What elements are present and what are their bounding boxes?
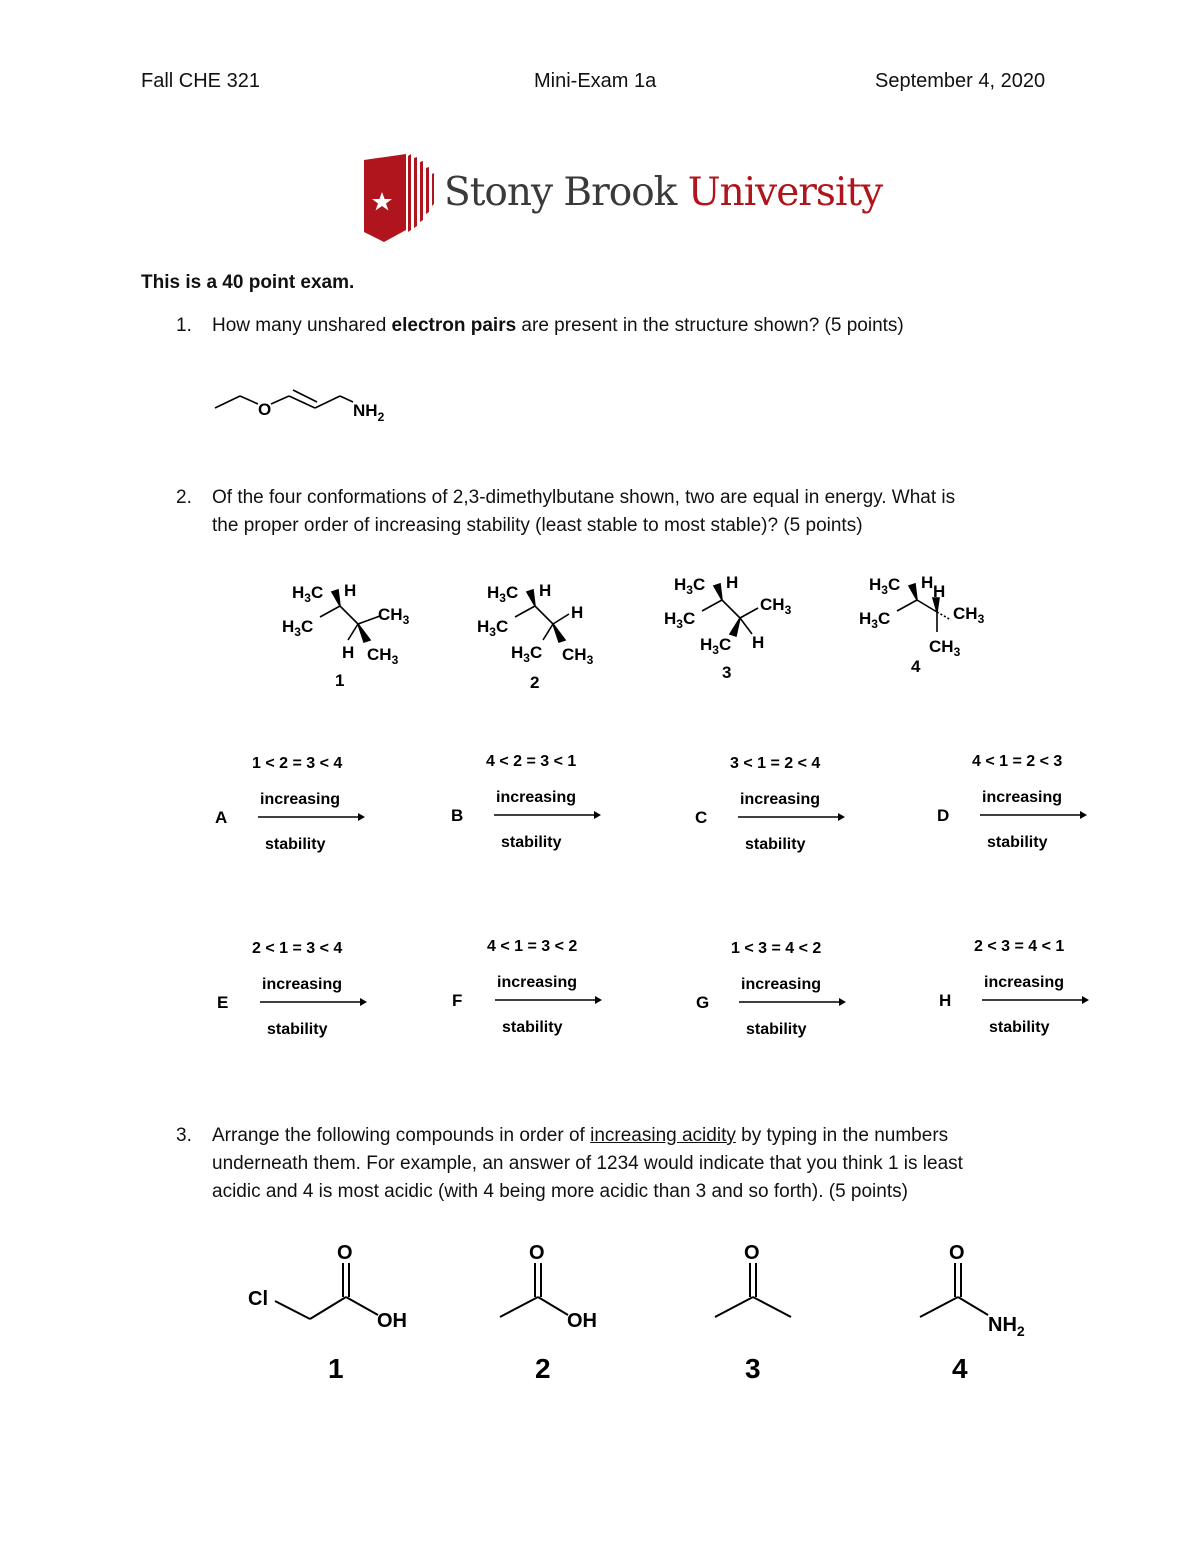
c4-right: [953, 604, 985, 626]
c3-bl-tail: C: [718, 635, 732, 654]
c2-l-tail: C: [495, 617, 509, 636]
option-H-top: increasing: [984, 974, 1065, 991]
c2-bottom-left: [511, 643, 542, 665]
option-F-top: increasing: [497, 974, 578, 991]
c4-tl-tail: C: [887, 575, 901, 594]
q3-line3: acidic and 4 is most acidic (with 4 being more acidic than 3 and so forth). (5 points): [212, 1181, 908, 1202]
c1-top-right: H: [344, 581, 357, 600]
c3-r-sub: 3: [784, 603, 792, 617]
option-D-top: increasing: [982, 789, 1063, 806]
c2-br-sub: 3: [586, 653, 594, 667]
q1-amine-label: NH: [353, 401, 378, 420]
c1-br: CH: [367, 645, 392, 664]
q3-text-post: by typing in the numbers: [735, 1125, 949, 1146]
c3-bl-sub: 3: [712, 643, 719, 657]
compound-1-oxygen: O: [337, 1242, 353, 1264]
option-E-order: 2 < 1 = 3 < 4: [252, 940, 343, 957]
option-H[interactable]: [939, 938, 1089, 1036]
c2-bl-sub: 3: [523, 651, 530, 665]
option-E[interactable]: [217, 940, 367, 1038]
option-A-arrowhead: [358, 813, 365, 821]
option-A-bottom: stability: [265, 836, 326, 853]
compound-1-number: 1: [328, 1353, 344, 1384]
q3-line2: underneath them. For example, an answer of 1234 would indicate that you think 1 is least: [212, 1153, 963, 1174]
conformer-1: [282, 581, 410, 690]
compound-4-oxygen: O: [949, 1242, 965, 1264]
c4-top-left: [869, 575, 900, 597]
university-name: [444, 170, 882, 215]
c4-l-sub: 3: [871, 617, 878, 631]
star-shield-icon: [362, 152, 434, 244]
c3-l-tail: C: [682, 609, 696, 628]
q3-compounds: [240, 1235, 1060, 1395]
option-F[interactable]: [452, 938, 602, 1036]
compound-1-chlorine: Cl: [248, 1288, 268, 1310]
c3-l-sub: 3: [676, 617, 683, 631]
c3-tl-sub: 3: [686, 583, 693, 597]
exam-intro: This is a 40 point exam.: [141, 272, 355, 293]
option-A-order: 1 < 2 = 3 < 4: [252, 755, 343, 772]
c1-right: [378, 605, 410, 627]
c4-b-sub: 3: [953, 645, 961, 659]
conformer-2: [477, 581, 594, 690]
compound-4: [920, 1242, 1025, 1384]
option-C-top: increasing: [740, 791, 821, 808]
c3-bottom-left: [700, 635, 731, 657]
c3-tl-tail: C: [692, 575, 706, 594]
option-C-order: 3 < 1 = 2 < 4: [730, 755, 821, 772]
option-F-order: 4 < 1 = 3 < 2: [487, 938, 578, 955]
q1-text-bold: electron pairs: [391, 315, 517, 336]
option-A-top: increasing: [260, 791, 341, 808]
compound-2-number: 2: [535, 1353, 551, 1384]
option-B-top: increasing: [496, 789, 577, 806]
compound-2-hydroxyl: OH: [567, 1310, 597, 1332]
q2-line1: Of the four conformations of 2,3-dimethylbutane shown, two are equal in energy. What is: [212, 487, 956, 508]
c3-bl: H: [700, 635, 713, 654]
compound-1: [248, 1242, 407, 1384]
option-H-order: 2 < 3 = 4 < 1: [974, 938, 1065, 955]
c1-left: [282, 617, 313, 639]
compound-4-amine-sub: 2: [1016, 1323, 1025, 1339]
option-E-arrowhead: [360, 998, 367, 1006]
c4-tl: H: [869, 575, 882, 594]
c3-l: H: [664, 609, 677, 628]
question-3-number: 3.: [176, 1125, 192, 1146]
option-H-bottom: stability: [989, 1019, 1050, 1036]
option-G[interactable]: [696, 940, 846, 1038]
compound-3-oxygen: O: [744, 1242, 760, 1264]
header-date: September 4, 2020: [875, 70, 1046, 92]
compound-3-number: 3: [745, 1353, 761, 1384]
c4-tl-sub: 3: [881, 583, 888, 597]
compound-4-amine-label: NH: [988, 1314, 1017, 1336]
compound-4-number: 4: [952, 1353, 968, 1384]
c4-b: CH: [929, 637, 954, 656]
compound-1-hydroxyl: OH: [377, 1310, 407, 1332]
c2-l-sub: 3: [489, 625, 496, 639]
c1-tl-sub: 3: [304, 591, 311, 605]
c3-left: [664, 609, 695, 631]
c4-bottom: [929, 637, 961, 659]
option-G-arrowhead: [839, 998, 846, 1006]
option-E-letter: E: [217, 993, 229, 1012]
option-D-letter: D: [937, 806, 950, 825]
question-2-number: 2.: [176, 487, 192, 508]
c2-bottom-right: [562, 645, 594, 667]
option-C[interactable]: [695, 755, 845, 853]
c4-top-right-2: H: [933, 582, 946, 601]
c1-tl-tail: C: [310, 583, 324, 602]
option-F-arrowhead: [595, 996, 602, 1004]
compound-3: [715, 1242, 791, 1384]
c1-l-sub: 3: [294, 625, 301, 639]
c2-bl: H: [511, 643, 524, 662]
compound-4-amine: [988, 1314, 1025, 1339]
option-C-arrowhead: [838, 813, 845, 821]
q2-line2: the proper order of increasing stability (least stable to most stable)? (5 points): [212, 515, 863, 536]
q3-text-pre: Arrange the following compounds in order of: [212, 1125, 591, 1146]
option-G-letter: G: [696, 993, 710, 1012]
q1-amine-sub: 2: [377, 410, 385, 424]
c2-top-left: [487, 583, 518, 605]
c2-right: H: [571, 603, 584, 622]
option-A-letter: A: [215, 808, 228, 827]
option-F-bottom: stability: [502, 1019, 563, 1036]
conformer-3: [664, 573, 792, 682]
c2-top-right: H: [539, 581, 552, 600]
c1-bottom-left: H: [342, 643, 355, 662]
option-B[interactable]: [451, 753, 601, 851]
option-F-letter: F: [452, 991, 463, 1010]
c4-left: [859, 609, 890, 631]
q1-atom-oxygen: O: [258, 400, 272, 419]
option-G-order: 1 < 3 = 4 < 2: [731, 940, 822, 957]
option-C-letter: C: [695, 808, 708, 827]
option-H-arrowhead: [1082, 996, 1089, 1004]
c4-top-right: H: [921, 573, 934, 592]
c4-r-sub: 3: [977, 612, 985, 626]
question-3-text: [212, 1122, 1072, 1206]
option-B-order: 4 < 2 = 3 < 1: [486, 753, 577, 770]
logo-name-part1: Stony Brook: [444, 170, 677, 215]
option-E-bottom: stability: [267, 1021, 328, 1038]
c1-br-sub: 3: [391, 653, 399, 667]
c3-bottom-right: H: [752, 633, 765, 652]
header-exam-title: Mini-Exam 1a: [534, 70, 657, 92]
option-G-bottom: stability: [746, 1021, 807, 1038]
question-1-number: 1.: [176, 315, 192, 336]
c2-tl-sub: 3: [499, 591, 506, 605]
c4-l: H: [859, 609, 872, 628]
c1-r-sub: 3: [402, 613, 410, 627]
c3-right: [760, 595, 792, 617]
option-E-top: increasing: [262, 976, 343, 993]
option-D-bottom: stability: [987, 834, 1048, 851]
option-H-letter: H: [939, 991, 952, 1010]
c1-bottom-right: [367, 645, 399, 667]
c1-l-tail: C: [300, 617, 314, 636]
conformer-1-label: 1: [335, 671, 345, 690]
c1-l: H: [282, 617, 295, 636]
c2-tl: H: [487, 583, 500, 602]
c1-top-left: [292, 583, 323, 605]
header-course: Fall CHE 321: [141, 70, 260, 92]
c2-br: CH: [562, 645, 587, 664]
option-B-arrowhead: [594, 811, 601, 819]
c4-l-tail: C: [877, 609, 891, 628]
option-B-bottom: stability: [501, 834, 562, 851]
conformer-4: [859, 573, 985, 676]
c3-tl: H: [674, 575, 687, 594]
c2-tl-tail: C: [505, 583, 519, 602]
university-logo: [362, 152, 883, 244]
q1-atom-amine: [353, 401, 385, 424]
option-D-arrowhead: [1080, 811, 1087, 819]
c2-bl-tail: C: [529, 643, 543, 662]
option-D[interactable]: [937, 753, 1087, 851]
option-B-letter: B: [451, 806, 464, 825]
option-A[interactable]: [215, 755, 365, 853]
conformer-3-label: 3: [722, 663, 732, 682]
option-D-order: 4 < 1 = 2 < 3: [972, 753, 1063, 770]
q1-text-pre: How many unshared: [212, 315, 392, 336]
q2-conformers: [270, 570, 1150, 690]
conformer-4-label: 4: [911, 657, 921, 676]
conformer-2-label: 2: [530, 673, 540, 690]
logo-name-part2: University: [687, 170, 883, 215]
c2-l: H: [477, 617, 490, 636]
q2-answer-options: [200, 745, 1100, 1055]
option-G-top: increasing: [741, 976, 822, 993]
c3-top-right: H: [726, 573, 739, 592]
c3-r: CH: [760, 595, 785, 614]
c1-tl: H: [292, 583, 305, 602]
q1-structure: [205, 378, 405, 428]
c1-r: CH: [378, 605, 403, 624]
compound-2-oxygen: O: [529, 1242, 545, 1264]
question-2-text: [212, 484, 1072, 540]
q3-text-underlined: increasing acidity: [590, 1125, 736, 1146]
c3-top-left: [674, 575, 705, 597]
question-1-text: [212, 312, 1072, 340]
compound-2: [500, 1242, 597, 1384]
c2-left: [477, 617, 508, 639]
c4-r: CH: [953, 604, 978, 623]
option-C-bottom: stability: [745, 836, 806, 853]
q1-text-post: are present in the structure shown? (5 points): [516, 315, 904, 336]
